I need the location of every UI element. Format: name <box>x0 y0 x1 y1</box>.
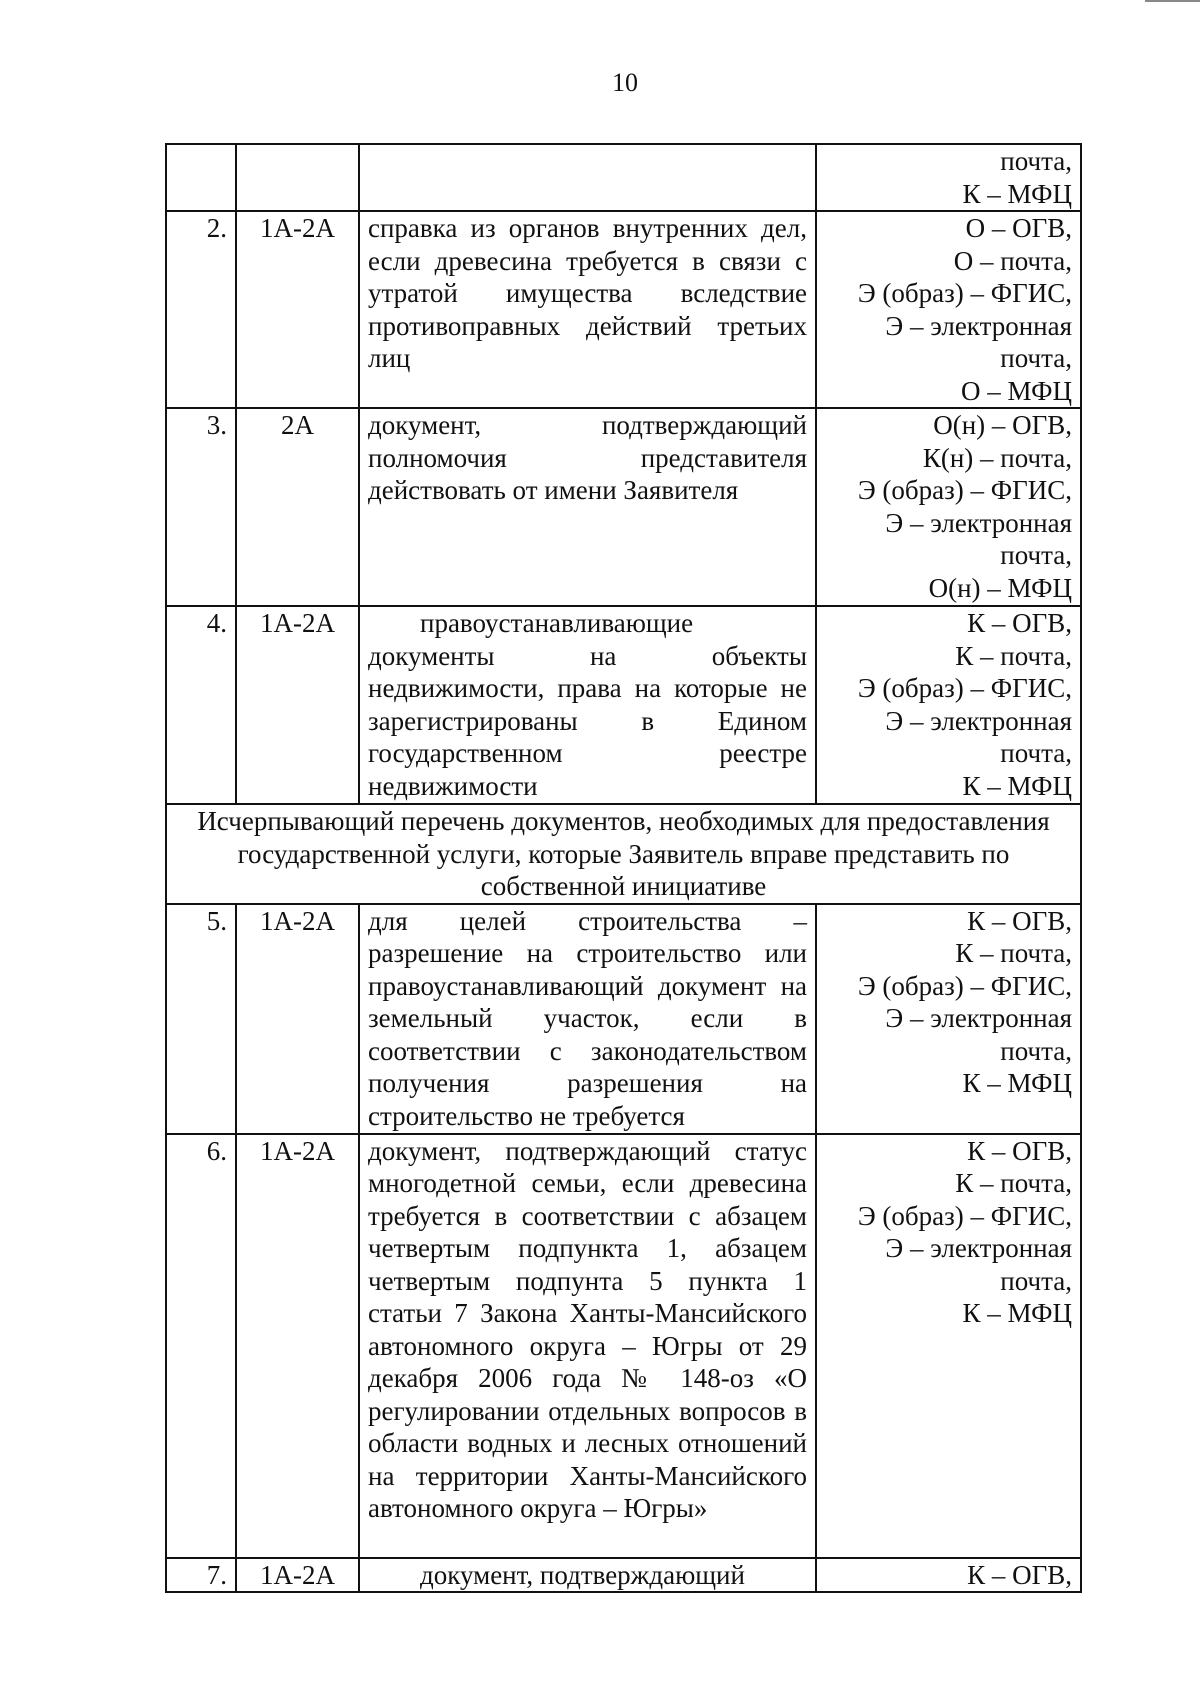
row-description-text: правоустанавливающие документы на объекты недвижимости, права на которые не зарегистрированы в Едином государственном реестре недвижимости <box>368 608 807 801</box>
row-code: 1А-2А <box>236 211 359 408</box>
table-row <box>166 904 1081 1134</box>
row-description: для целей строительства – разрешение на строительство или правоустанавливающий документ на земельный участок, если в соответствии с законодательством получения разрешения на строительство не требуется <box>359 904 816 1134</box>
table-row <box>166 606 1081 804</box>
row-submission-forms: К – ОГВ, К – почта, Э (образ) – ФГИС, Э – электронная почта, К – МФЦ <box>816 1134 1081 1558</box>
section-heading: Исчерпывающий перечень документов, необходимых для предоставления государственной услуги, которые Заявитель вправе представить по собственной инициативе <box>166 804 1081 904</box>
row-code: 1А-2А <box>236 904 359 1134</box>
row-number: 4. <box>166 606 236 804</box>
scan-edge-mark <box>1145 0 1200 2</box>
row-code: 1А-2А <box>236 606 359 804</box>
row-code <box>236 144 359 211</box>
row-description: документ, подтверждающий полномочия представителя действовать от имени Заявителя <box>359 408 816 606</box>
row-number: 7. <box>166 1558 236 1593</box>
table-row <box>166 408 1081 606</box>
row-submission-forms: К – ОГВ, <box>816 1558 1081 1593</box>
section-heading-row <box>166 804 1081 904</box>
row-description <box>359 1558 816 1593</box>
table-row <box>166 1558 1081 1593</box>
row-submission-forms: О – ОГВ, О – почта, Э (образ) – ФГИС, Э – электронная почта, О – МФЦ <box>816 211 1081 408</box>
row-code: 1А-2А <box>236 1558 359 1593</box>
row-number: 6. <box>166 1134 236 1558</box>
row-code: 1А-2А <box>236 1134 359 1558</box>
row-submission-forms: О(н) – ОГВ, К(н) – почта, Э (образ) – ФГИС, Э – электронная почта, О(н) – МФЦ <box>816 408 1081 606</box>
row-submission-forms: почта, К – МФЦ <box>816 144 1081 211</box>
row-submission-forms: К – ОГВ, К – почта, Э (образ) – ФГИС, Э – электронная почта, К – МФЦ <box>816 606 1081 804</box>
row-number <box>166 144 236 211</box>
row-description <box>359 606 816 804</box>
table-row <box>166 211 1081 408</box>
documents-table <box>165 143 1082 1593</box>
row-description-text: документ, подтверждающий <box>420 1559 745 1590</box>
row-description: справка из органов внутренних дел, если древесина требуется в связи с утратой имущества вследствие противоправных действий третьих лиц <box>359 211 816 408</box>
page-number: 10 <box>612 68 638 97</box>
row-number: 5. <box>166 904 236 1134</box>
row-code: 2А <box>236 408 359 606</box>
row-number: 2. <box>166 211 236 408</box>
table-row <box>166 1134 1081 1558</box>
row-submission-forms: К – ОГВ, К – почта, Э (образ) – ФГИС, Э – электронная почта, К – МФЦ <box>816 904 1081 1134</box>
row-description: документ, подтверждающий статус многодетной семьи, если древесина требуется в соответствии с абзацем четвертым подпункта 1, абзацем четвертым подпунта 5 пункта 1 статьи 7 Закона Ханты-Мансийского автономного округа – Югры от 29 декабря 2006 года № 148-оз «О регулировании отдельных вопросов в области водных и лесных отношений на территории Ханты-Мансийского автономного округа – Югры» <box>359 1134 816 1558</box>
row-number: 3. <box>166 408 236 606</box>
table-row <box>166 144 1081 211</box>
row-description <box>359 144 816 211</box>
